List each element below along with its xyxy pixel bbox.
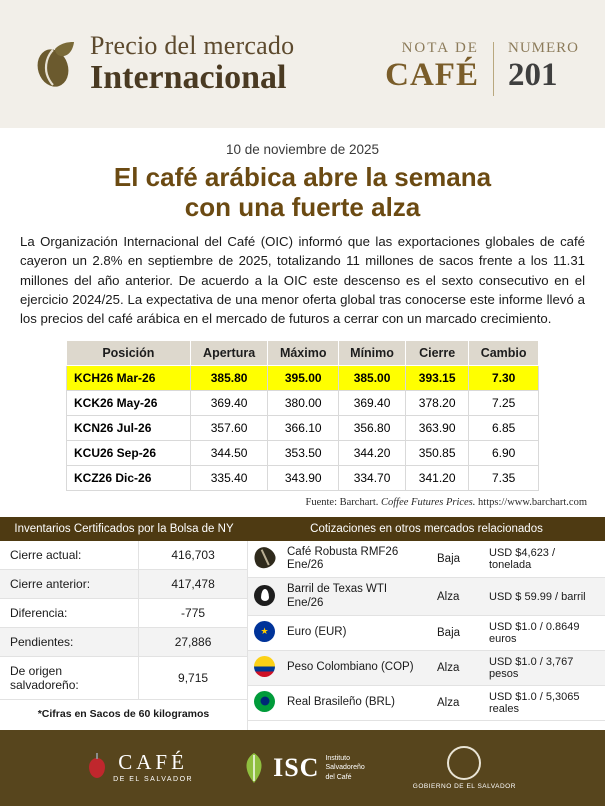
inv-label: Diferencia: xyxy=(0,598,139,627)
list-item xyxy=(0,569,248,598)
cell-maximo: 380.00 xyxy=(268,390,339,415)
coffee-futures-table xyxy=(66,340,539,491)
page-footer xyxy=(0,730,605,806)
market-name: Barril de Texas WTI Ene/26 xyxy=(281,578,431,615)
cell-cierre: 363.90 xyxy=(406,415,469,440)
inv-value: 417,478 xyxy=(139,569,248,598)
markets-panel xyxy=(248,517,605,730)
market-trend: Baja xyxy=(431,615,483,650)
isc-acronym: ISC xyxy=(273,752,320,782)
market-value: USD $4,623 / tonelada xyxy=(483,541,605,578)
page-header xyxy=(0,0,605,128)
list-item xyxy=(248,541,605,578)
cell-posicion: KCN26 Jul-26 xyxy=(67,415,191,440)
markets-title: Cotizaciones en otros mercados relacionados xyxy=(248,517,605,541)
inv-label: Cierre anterior: xyxy=(0,569,139,598)
brand-line-1: Precio del mercado xyxy=(90,31,295,60)
government-label: GOBIERNO DE EL SALVADOR xyxy=(412,782,516,790)
list-item xyxy=(248,650,605,685)
market-name: Café Robusta RMF26 Ene/26 xyxy=(281,541,431,578)
brand-block xyxy=(26,33,294,95)
list-item xyxy=(248,685,605,720)
headline-line-1: El café arábica abre la semana xyxy=(113,162,492,192)
coffee-bean-icon xyxy=(248,541,281,578)
cell-posicion: KCZ26 Dic-26 xyxy=(67,465,191,490)
cell-minimo: 334.70 xyxy=(339,465,406,490)
cell-apertura: 369.40 xyxy=(190,390,268,415)
table-row xyxy=(67,365,539,390)
cell-cambio: 7.30 xyxy=(469,365,539,390)
isc-line-3: del Café xyxy=(325,773,352,781)
list-item xyxy=(248,615,605,650)
issue-left xyxy=(385,40,479,92)
market-trend: Baja xyxy=(431,541,483,578)
isc-line-2: Salvadoreño xyxy=(325,764,365,772)
table-header-row xyxy=(67,340,539,365)
col-apertura: Apertura xyxy=(190,340,268,365)
cell-posicion: KCK26 May-26 xyxy=(67,390,191,415)
inventories-panel xyxy=(0,517,248,730)
cell-minimo: 356.80 xyxy=(339,415,406,440)
government-seal-icon xyxy=(447,746,481,780)
table-row xyxy=(67,390,539,415)
brand-text xyxy=(90,33,294,95)
list-item xyxy=(0,598,248,627)
inventories-note: *Cifras en Sacos de 60 kilogramos xyxy=(0,700,248,730)
bottom-panels xyxy=(0,517,605,730)
nota-de-label: NOTA DE xyxy=(401,40,479,56)
list-item xyxy=(0,656,248,699)
markets-table xyxy=(248,541,605,721)
market-value: USD $ 59.99 / barril xyxy=(483,578,605,615)
inv-value: -775 xyxy=(139,598,248,627)
isc-line-1: Instituto xyxy=(325,755,350,763)
article-lede: La Organización Internacional del Café (OIC) informó que las exportaciones globales de café cayeron un 2.8% en septiembre de 2025, totalizando 11 millones de sacos frente a los 11.31 millones del año anterior. De acuerdo a la OIC este descenso es el sexto consecutivo en el ejercicio 2024/25. La expectativa de una menor oferta global tras conocerse este informe llevó a los precios del café arábica en el mercado de futuros a cerrar con un marcado crecimiento. xyxy=(20,234,585,326)
price-table-wrapper xyxy=(18,340,587,491)
issue-divider xyxy=(493,42,494,96)
market-trend: Alza xyxy=(431,578,483,615)
table-row xyxy=(67,415,539,440)
government-logo xyxy=(413,746,516,790)
oil-barrel-icon xyxy=(248,578,281,615)
inventories-table xyxy=(0,541,248,700)
coffee-cherry-icon xyxy=(89,758,105,778)
col-cierre: Cierre xyxy=(406,340,469,365)
inv-value: 27,886 xyxy=(139,627,248,656)
cell-posicion: KCH26 Mar-26 xyxy=(67,365,191,390)
issue-block xyxy=(385,40,579,96)
headline-line-2: con una fuerte alza xyxy=(184,191,421,222)
inv-value: 416,703 xyxy=(139,541,248,570)
col-maximo: Máximo xyxy=(268,340,339,365)
cell-apertura: 357.60 xyxy=(190,415,268,440)
coffee-bean-leaf-logo-icon xyxy=(26,37,80,91)
cell-posicion: KCU26 Sep-26 xyxy=(67,440,191,465)
cell-cambio: 7.25 xyxy=(469,390,539,415)
market-value: USD $1.0 / 5,3065 reales xyxy=(483,685,605,720)
cell-cierre: 393.15 xyxy=(406,365,469,390)
article-content xyxy=(0,128,605,508)
colombia-flag-icon xyxy=(248,650,281,685)
nota-cafe-label: CAFÉ xyxy=(385,57,479,93)
source-prefix: Fuente: Barchart. xyxy=(305,496,382,508)
col-cambio: Cambio xyxy=(469,340,539,365)
page-title xyxy=(18,163,587,222)
col-posicion: Posición xyxy=(67,340,191,365)
cell-maximo: 395.00 xyxy=(268,365,339,390)
euro-flag-icon xyxy=(248,615,281,650)
cell-maximo: 353.50 xyxy=(268,440,339,465)
cell-maximo: 343.90 xyxy=(268,465,339,490)
inv-value: 9,715 xyxy=(139,656,248,699)
cell-apertura: 385.80 xyxy=(190,365,268,390)
issue-right xyxy=(508,40,579,92)
cell-cierre: 341.20 xyxy=(406,465,469,490)
col-minimo: Mínimo xyxy=(339,340,406,365)
cell-cambio: 6.90 xyxy=(469,440,539,465)
cafe-el-salvador-logo xyxy=(89,752,193,783)
brazil-flag-icon xyxy=(248,685,281,720)
inv-label: Cierre actual: xyxy=(0,541,139,570)
market-value: USD $1.0 / 3,767 pesos xyxy=(483,650,605,685)
cell-maximo: 366.10 xyxy=(268,415,339,440)
inv-label: Pendientes: xyxy=(0,627,139,656)
market-value: USD $1.0 / 0.8649 euros xyxy=(483,615,605,650)
cell-apertura: 344.50 xyxy=(190,440,268,465)
inventories-title: Inventarios Certificados por la Bolsa de NY xyxy=(0,517,248,541)
footer-cafe-label: CAFÉ xyxy=(118,750,188,775)
list-item xyxy=(0,627,248,656)
table-source xyxy=(18,497,587,508)
market-trend: Alza xyxy=(431,685,483,720)
market-name: Real Brasileño (BRL) xyxy=(281,685,431,720)
cell-cambio: 7.35 xyxy=(469,465,539,490)
list-item xyxy=(0,541,248,570)
leaf-icon xyxy=(241,751,267,785)
inv-label: De origen salvadoreño: xyxy=(0,656,139,699)
source-url: https://www.barchart.com xyxy=(475,496,587,508)
numero-value: 201 xyxy=(507,57,558,93)
numero-label: NUMERO xyxy=(507,40,579,56)
cell-minimo: 385.00 xyxy=(339,365,406,390)
cell-minimo: 369.40 xyxy=(339,390,406,415)
isc-fullname xyxy=(325,754,364,781)
footer-cafe-sub: DE EL SALVADOR xyxy=(113,776,194,784)
cell-cierre: 350.85 xyxy=(406,440,469,465)
cell-minimo: 344.20 xyxy=(339,440,406,465)
source-italic: Coffee Futures Prices. xyxy=(381,496,476,508)
market-trend: Alza xyxy=(431,650,483,685)
cell-apertura: 335.40 xyxy=(190,465,268,490)
table-row xyxy=(67,465,539,490)
list-item xyxy=(248,578,605,615)
article-date: 10 de noviembre de 2025 xyxy=(225,142,380,157)
cell-cierre: 378.20 xyxy=(406,390,469,415)
brand-line-2: Internacional xyxy=(90,59,287,96)
cell-cambio: 6.85 xyxy=(469,415,539,440)
market-name: Euro (EUR) xyxy=(281,615,431,650)
market-name: Peso Colombiano (COP) xyxy=(281,650,431,685)
isc-logo xyxy=(241,751,365,785)
table-row xyxy=(67,440,539,465)
